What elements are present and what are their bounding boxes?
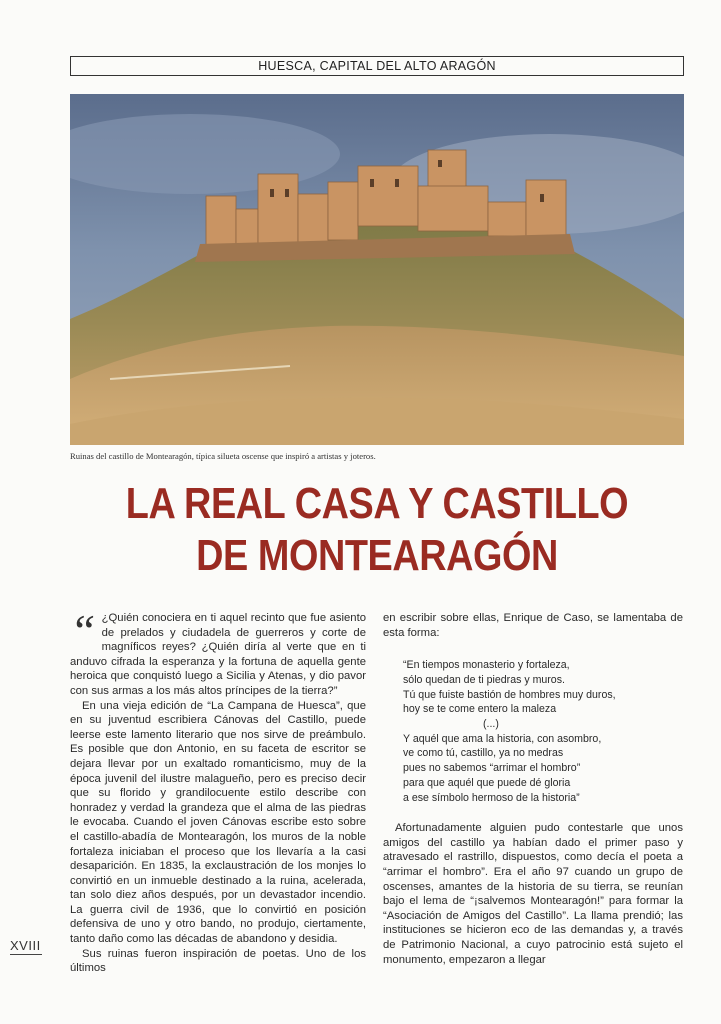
folio-divider	[10, 954, 42, 955]
poem-line: Tú que fuiste bastión de hombres muy duros,	[403, 688, 616, 701]
poem-line: pues no sabemos “arrimar el hombro”	[403, 762, 581, 775]
poem-line: “En tiempos monasterio y fortaleza,	[403, 659, 570, 672]
running-header	[70, 56, 684, 76]
body-paragraph: Afortunadamente alguien pudo contestarle que unos amigos del castillo ya habían dado el primer paso y atravesado el rastrillo, dispuestos, como decía el poeta a “arrimar el hombro”. Era el año 97 cuando un grupo de oscenses, amantes de la historia de su tierra, se reunían bajo el lema de “¡salvemos Montearagón!” para formar la “Asociación de Amigos del Castillo”. La llama prendió; las instituciones se hicieron eco de las demandas y, a través de Patrimonio Nacional, a cuyo patrocinio está sujeto el monumento, empezaron a llegar	[383, 822, 683, 966]
article-title-line-1: LA REAL CASA Y CASTILLO	[125, 479, 629, 528]
photo-caption: Ruinas del castillo de Montearagón, típica silueta oscense que inspiró a artistas y joteros.	[70, 451, 376, 461]
castle-photo	[70, 94, 684, 445]
opening-quote-paragraph: ¿Quién conociera en ti aquel recinto que fue asiento de prelados y ciudadela de guerreros y corte de magníficos reyes? ¿Quién diría al verte que en ti anduvo cifrada la esperanza y la fortuna de aquella gente heroica que conquistó luego a Sicilia y Atenas, y dio pavor con sus armas a los más altos príncipes de la tierra?”	[70, 612, 366, 697]
poem-line: sólo quedan de ti piedras y muros.	[403, 673, 565, 686]
poem-line: Y aquél que ama la historia, con asombro,	[403, 732, 602, 745]
running-header-text: HUESCA, CAPITAL DEL ALTO ARAGÓN	[258, 59, 496, 73]
left-column	[70, 605, 366, 976]
article-title-line-2: DE MONTEARAGÓN	[196, 531, 558, 580]
quote-mark-icon: “	[70, 605, 96, 656]
body-paragraph: En una vieja edición de “La Campana de Huesca”, que en su juventud escribiera Cánovas del Castillo, puede leerse este lamento literario que nos sirve de preámbulo. Es posible que don Antonio, en su faceta de escritor se dejara llevar por un exaltado romanticismo, muy de la época juvenil del ilustre malagueño, pero es preciso decir que su florido y grandilocuente estilo describe con honradez y verdad la grandeza que el alma de las piedras le evocaba. Cuando el joven Cánovas escribe esto sobre el castillo-abadía de Montearagón, los muros de la noble fortaleza iniciaban el proceso que los llevaría a la casi desaparición. En 1835, la exclaustración de los monjes lo convirtió en un inmueble destinado a la ruina, acelerada, tan solo diez años después, por un devastador incendio. La guerra civil de 1936, que lo convirtió en posición defensiva de uno y otro bando, no produjo, ciertamente, tanto daño como las décadas de abandono y desidia.	[70, 699, 366, 946]
body-paragraph: en escribir sobre ellas, Enrique de Caso, se lamentaba de esta forma:	[383, 612, 683, 639]
article-title	[113, 478, 641, 582]
poem-line: hoy se te come entero la maleza	[403, 703, 557, 716]
castle-photo-illustration	[70, 94, 684, 445]
right-column	[383, 611, 683, 967]
body-paragraph: Sus ruinas fueron inspiración de poetas. Uno de los últimos	[70, 947, 366, 975]
poem-line: a ese símbolo hermoso de la historia”	[403, 791, 580, 804]
poem-block	[403, 658, 683, 805]
poem-line: ve como tú, castillo, ya no medras	[403, 747, 564, 760]
poem-ellipsis: (...)	[483, 718, 499, 730]
page-number: XVIII	[10, 938, 41, 953]
poem-line: para que aquél que puede dé gloria	[403, 776, 571, 789]
